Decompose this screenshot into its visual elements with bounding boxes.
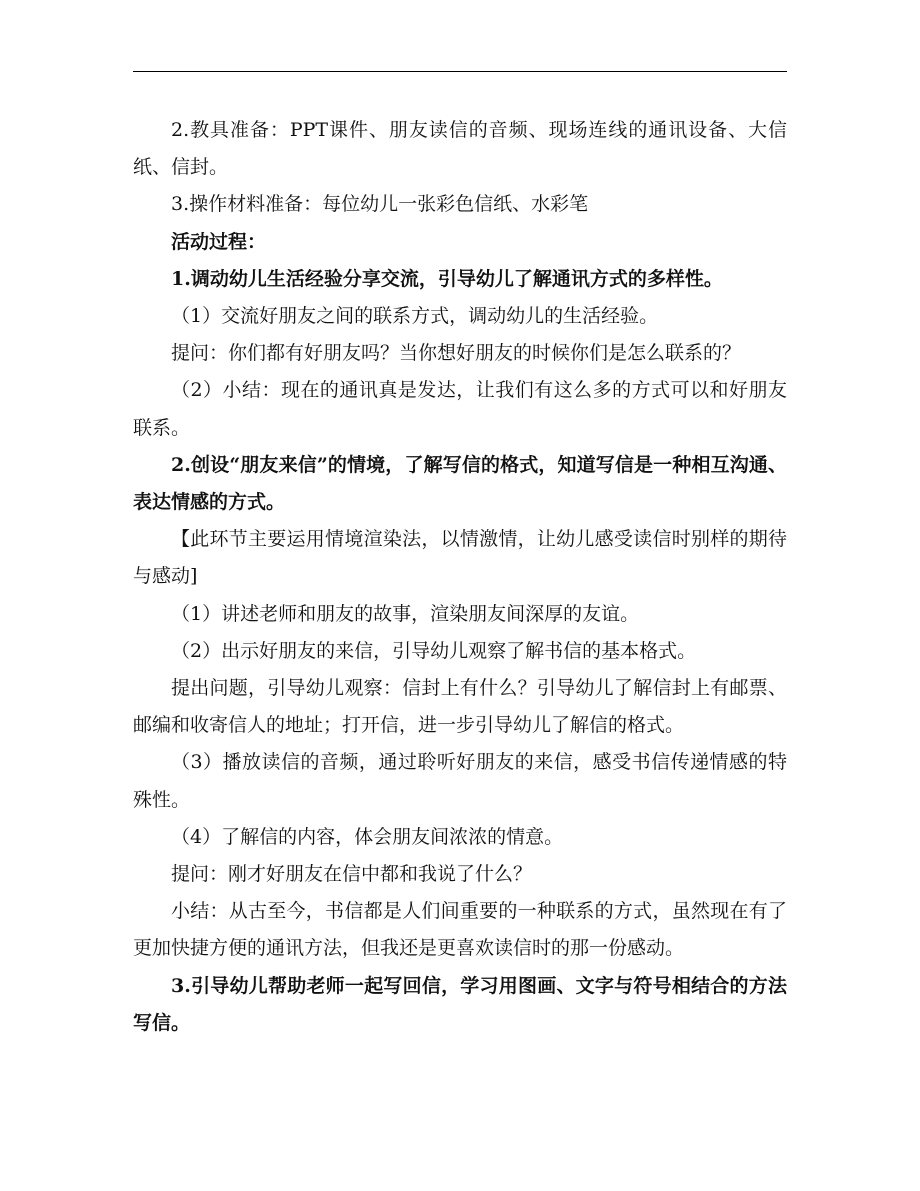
paragraph-step-2-1: （1）讲述老师和朋友的故事，渲染朋友间深厚的友谊。	[171, 602, 640, 625]
paragraph-materials: 3.操作材料准备：每位幼儿一张彩色信纸、水彩笔	[171, 193, 589, 216]
paragraph-summary: 小结：从古至今，书信都是人们间重要的一种联系的方式，虽然现在有了更加快捷方便的通讯方法，但我还是更喜欢读信时的那一份感动。	[133, 900, 787, 960]
header-rule	[133, 71, 787, 72]
heading-step-1: 1.调动幼儿生活经验分享交流，引导幼儿了解通讯方式的多样性。	[171, 267, 723, 290]
paragraph-question-2: 提问：刚才好朋友在信中都和我说了什么？	[171, 863, 533, 886]
paragraph-step-2-3: （3）播放读信的音频，通过聆听好朋友的来信，感受书信传递情感的特殊性。	[133, 751, 787, 811]
paragraph-teaching-aids: 2.教具准备：PPT课件、朋友读信的音频、现场连线的通讯设备、大信纸、信封。	[133, 119, 787, 179]
heading-activity-process: 活动过程：	[171, 230, 267, 253]
paragraph-step-2-2: （2）出示好朋友的来信，引导幼儿观察了解书信的基本格式。	[171, 639, 697, 662]
heading-step-2: 2.创设“朋友来信”的情境，了解写信的格式，知道写信是一种相互沟通、表达情感的方式。	[133, 453, 787, 514]
paragraph-observe-envelope: 提出问题，引导幼儿观察：信封上有什么？引导幼儿了解信封上有邮票、邮编和收寄信人的地址；打开信，进一步引导幼儿了解信的格式。	[133, 677, 787, 737]
paragraph-question-1: 提问：你们都有好朋友吗？当你想好朋友的时候你们是怎么联系的？	[171, 342, 742, 365]
heading-step-3: 3.引导幼儿帮助老师一起写回信，学习用图画、文字与符号相结合的方法写信。	[133, 974, 787, 1034]
document-body	[133, 112, 787, 1042]
paragraph-step-2-4: （4）了解信的内容，体会朋友间浓浓的情意。	[171, 825, 564, 848]
paragraph-method-note: 【此环节主要运用情境渲染法，以情激情，让幼儿感受读信时别样的期待与感动]	[133, 528, 787, 588]
paragraph-step-1-2: （2）小结：现在的通讯真是发达，让我们有这么多的方式可以和好朋友联系。	[133, 379, 787, 439]
paragraph-step-1-1: （1）交流好朋友之间的联系方式，调动幼儿的生活经验。	[171, 305, 659, 328]
